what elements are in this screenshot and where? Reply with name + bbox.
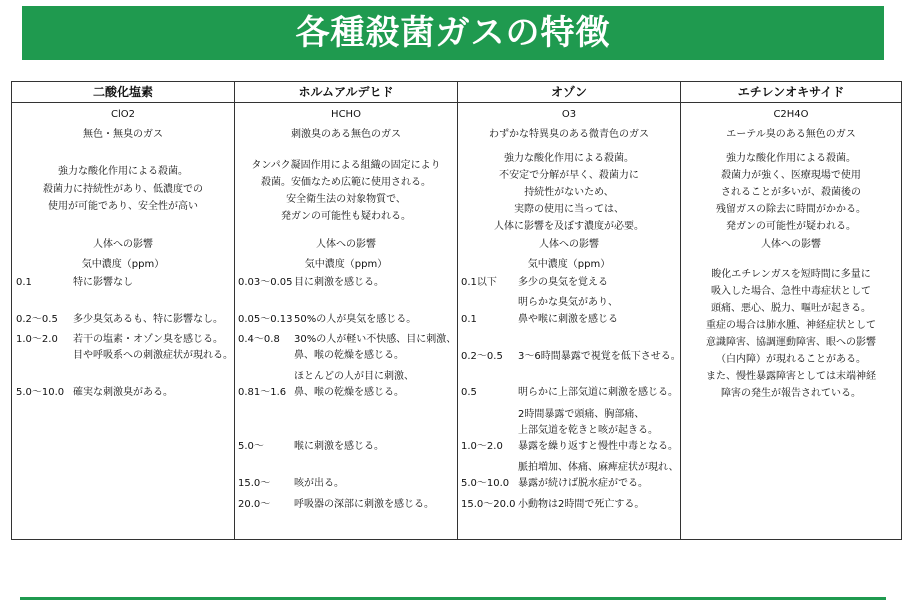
conc-value: 0.1 <box>461 314 477 325</box>
effect-text: 3〜6時間暴露で視覚を低下させる。 <box>518 351 681 362</box>
feature-line: 安全衛生法の対象物質で、 <box>286 194 406 205</box>
impact-text-line: 重症の場合は肺水腫、神経症状として <box>706 320 876 331</box>
column-header: オゾン <box>458 82 680 103</box>
feature-line: 使用が可能であり、安全性が高い <box>48 201 198 212</box>
impact-text-line: 頭痛、悪心、脱力、嘔吐が起きる。 <box>711 303 871 314</box>
concentration-title: 気中濃度（ppm） <box>527 259 611 270</box>
feature-line: 実際の使用に当っては、 <box>514 204 624 215</box>
feature-line: 強力な酸化作用による殺菌。 <box>726 153 856 164</box>
conc-value: 15.0〜 <box>238 478 271 489</box>
effect-text: 明らかに上部気道に刺激を感じる。 <box>518 387 678 398</box>
feature-line: 不安定で分解が早く、殺菌力に <box>499 170 639 181</box>
impact-title: 人体への影響 <box>316 239 376 250</box>
column-formaldehyde <box>235 82 458 539</box>
effect-text: 多少臭気あるも、特に影響なし。 <box>73 314 223 325</box>
column-ozone <box>458 82 681 539</box>
impact-title: 人体への影響 <box>93 239 153 250</box>
column-ethylene-oxide <box>681 82 901 539</box>
gas-description: エーテル臭のある無色のガス <box>726 129 856 140</box>
effect-text: 若干の塩素・オゾン臭を感じる。 <box>73 334 223 345</box>
conc-value: 0.81〜1.6 <box>238 387 287 398</box>
gas-description: 刺激臭のある無色のガス <box>291 129 401 140</box>
effect-text: 呼吸器の深部に刺激を感じる。 <box>294 499 434 510</box>
formula: HCHO <box>331 109 361 120</box>
feature-line: 強力な酸化作用による殺菌。 <box>504 153 634 164</box>
impact-text-line: （白内障）が現れることがある。 <box>716 354 866 365</box>
effect-text: 暴露を繰り返すと慢性中毒となる。 <box>518 441 678 452</box>
effect-text: 鼻、喉の乾燥を感じる。 <box>294 350 404 361</box>
effect-text: 30%の人が軽い不快感、目に刺激、 <box>294 334 457 345</box>
conc-value: 5.0〜 <box>238 441 264 452</box>
feature-line: 殺菌。安価なため広範に使用される。 <box>261 177 431 188</box>
conc-value: 0.2〜0.5 <box>461 351 503 362</box>
formula: ClO2 <box>111 109 135 120</box>
conc-value: 0.1 <box>16 277 32 288</box>
concentration-title: 気中濃度（ppm） <box>304 259 388 270</box>
gas-description: わずかな特異臭のある微青色のガス <box>489 129 649 140</box>
effect-text: 確実な刺激臭がある。 <box>73 387 173 398</box>
feature-line: されることが多いが、殺菌後の <box>721 187 861 198</box>
impact-title: 人体への影響 <box>539 239 599 250</box>
feature-line: 強力な酸化作用による殺菌。 <box>58 166 188 177</box>
effect-text: 脈拍増加、体痛、麻痺症状が現れ、 <box>518 462 679 473</box>
feature-line: 残留ガスの除去に時間がかかる。 <box>716 204 866 215</box>
impact-text-line: 睃化エチレンガスを短時間に多量に <box>711 269 871 280</box>
impact-text-line: また、慢性暴露障害としては末端神経 <box>706 371 876 382</box>
effect-text: 喉に刺激を感じる。 <box>294 441 384 452</box>
feature-line: タンパク凝固作用による組織の固定により <box>251 160 441 171</box>
footer-divider <box>20 597 886 600</box>
page-title: 各種殺菌ガスの特徴 <box>22 6 884 60</box>
formula: C2H4O <box>773 109 809 120</box>
effect-text: 上部気道を乾きと咳が起きる。 <box>518 425 658 436</box>
effect-text: 50%の人が臭気を感じる。 <box>294 314 417 325</box>
conc-value: 1.0〜2.0 <box>461 441 503 452</box>
conc-value: 15.0〜20.0 <box>461 499 516 510</box>
effect-text: ほとんどの人が目に刺激、 <box>294 371 414 382</box>
column-header: ホルムアルデヒド <box>235 82 457 103</box>
feature-line: 殺菌力に持続性があり、低濃度での <box>43 184 203 195</box>
impact-text-line: 意識障害、協調運動障害、眼への影響 <box>706 337 876 348</box>
effect-text: 特に影響なし <box>73 277 133 288</box>
effect-text: 多少の臭気を覚える <box>518 277 608 288</box>
effect-text: 目に刺激を感じる。 <box>294 277 384 288</box>
formula: O3 <box>561 109 577 120</box>
effect-text: 明らかな臭気があり、 <box>518 297 618 308</box>
column-header: 二酸化塩素 <box>12 82 234 103</box>
effect-text: 鼻や喉に刺激を感じる <box>518 314 618 325</box>
conc-value: 0.05〜0.13 <box>238 314 293 325</box>
conc-value: 5.0〜10.0 <box>461 478 510 489</box>
effect-text: 2時間暴露で頭痛、胸部痛、 <box>518 409 645 420</box>
gas-description: 無色・無臭のガス <box>83 129 163 140</box>
effect-text: 鼻、喉の乾燥を感じる。 <box>294 387 404 398</box>
concentration-title: 気中濃度（ppm） <box>81 259 165 270</box>
conc-value: 5.0〜10.0 <box>16 387 65 398</box>
conc-value: 0.2〜0.5 <box>16 314 58 325</box>
impact-title: 人体への影響 <box>761 239 821 250</box>
feature-line: 発ガンの可能性も疑われる。 <box>281 211 411 222</box>
conc-value: 1.0〜2.0 <box>16 334 58 345</box>
conc-value: 20.0〜 <box>238 499 271 510</box>
effect-text: 咳が出る。 <box>294 478 344 489</box>
conc-value: 0.5 <box>461 387 477 398</box>
impact-text-line: 吸入した場合、急性中毒症状として <box>711 286 871 297</box>
conc-value: 0.4〜0.8 <box>238 334 280 345</box>
effect-text: 目や呼吸系への刺激症状が現れる。 <box>73 350 233 361</box>
effect-text: 暴露が続けば脱水症がでる。 <box>518 478 648 489</box>
feature-line: 人体に影響を及ぼす濃度が必要。 <box>494 221 644 232</box>
feature-line: 持続性がないため、 <box>524 187 614 198</box>
column-header: エチレンオキサイド <box>681 82 901 103</box>
impact-text-line: 障害の発生が報告されている。 <box>721 388 861 399</box>
feature-line: 発ガンの可能性が疑われる。 <box>726 221 856 232</box>
feature-line: 殺菌力が強く、医療現場で使用 <box>721 170 861 181</box>
column-chlorine-dioxide <box>12 82 235 539</box>
effect-text: 小動物は2時間で死亡する。 <box>518 499 645 510</box>
comparison-table <box>11 81 902 540</box>
conc-value: 0.1以下 <box>461 277 497 288</box>
conc-value: 0.03〜0.05 <box>238 277 293 288</box>
